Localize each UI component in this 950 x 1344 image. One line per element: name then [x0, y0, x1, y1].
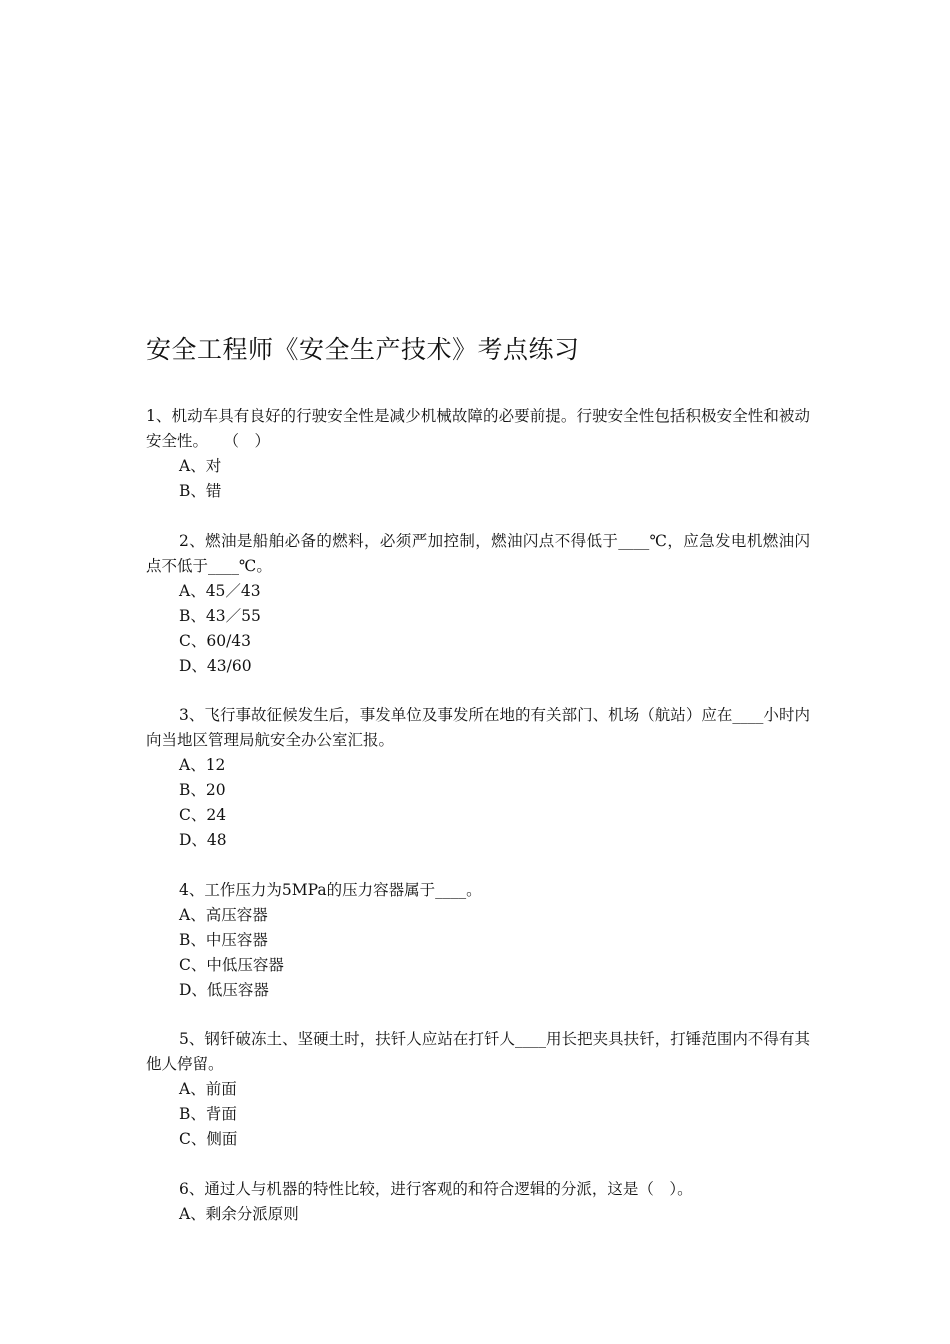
question-stem: 2、燃油是船舶必备的燃料，必须严加控制，燃油闪点不得低于____℃，应急发电机燃油闪点不低于____℃。	[146, 531, 810, 575]
option-list	[146, 753, 810, 853]
option-c: C、60/43	[179, 631, 252, 650]
option-b: B、背面	[179, 1105, 237, 1123]
question-stem: 6、通过人与机器的特性比较，进行客观的和符合逻辑的分派，这是（ ）。	[179, 1179, 693, 1198]
option-a: A、对	[179, 457, 222, 475]
document-title: 安全工程师《安全生产技术》考点练习	[146, 335, 580, 364]
option-c: C、中低压容器	[179, 955, 284, 974]
question-6	[146, 1177, 810, 1227]
option-list	[146, 1077, 810, 1152]
option-list	[146, 579, 810, 679]
option-d: D、低压容器	[179, 980, 269, 999]
option-d: D、43/60	[179, 656, 252, 675]
option-b: B、中压容器	[179, 930, 268, 949]
option-list	[146, 903, 810, 1003]
option-a: A、前面	[179, 1080, 237, 1098]
option-c: C、侧面	[179, 1130, 238, 1148]
option-b: B、20	[179, 781, 226, 799]
question-stem: 4、工作压力为5MPa的压力容器属于____。	[179, 880, 482, 899]
option-a: A、45／43	[179, 581, 261, 600]
option-b: B、错	[179, 482, 222, 500]
option-list	[146, 1202, 810, 1227]
question-1	[146, 404, 810, 504]
question-5	[146, 1027, 810, 1152]
option-d: D、48	[179, 831, 227, 849]
question-stem: 1、机动车具有良好的行驶安全性是减少机械故障的必要前提。行驶安全性包括积极安全性和被动安全性。 （ ）	[146, 407, 810, 450]
option-c: C、24	[179, 806, 227, 824]
option-list	[146, 454, 810, 504]
option-a: A、高压容器	[179, 905, 268, 924]
question-stem: 5、钢钎破冻土、坚硬土时，扶钎人应站在打钎人____用长把夹具扶钎，打锤范围内不得有其他人停留。	[146, 1030, 810, 1073]
option-a: A、12	[179, 756, 226, 774]
option-b: B、43／55	[179, 606, 261, 625]
question-4	[146, 878, 810, 1003]
question-stem: 3、飞行事故征候发生后，事发单位及事发所在地的有关部门、机场（航站）应在____小时内向当地区管理局航安全办公室汇报。	[146, 706, 810, 749]
question-2	[146, 529, 810, 679]
document-page	[146, 333, 810, 1251]
option-a: A、剩余分派原则	[179, 1204, 299, 1223]
question-3	[146, 703, 810, 853]
